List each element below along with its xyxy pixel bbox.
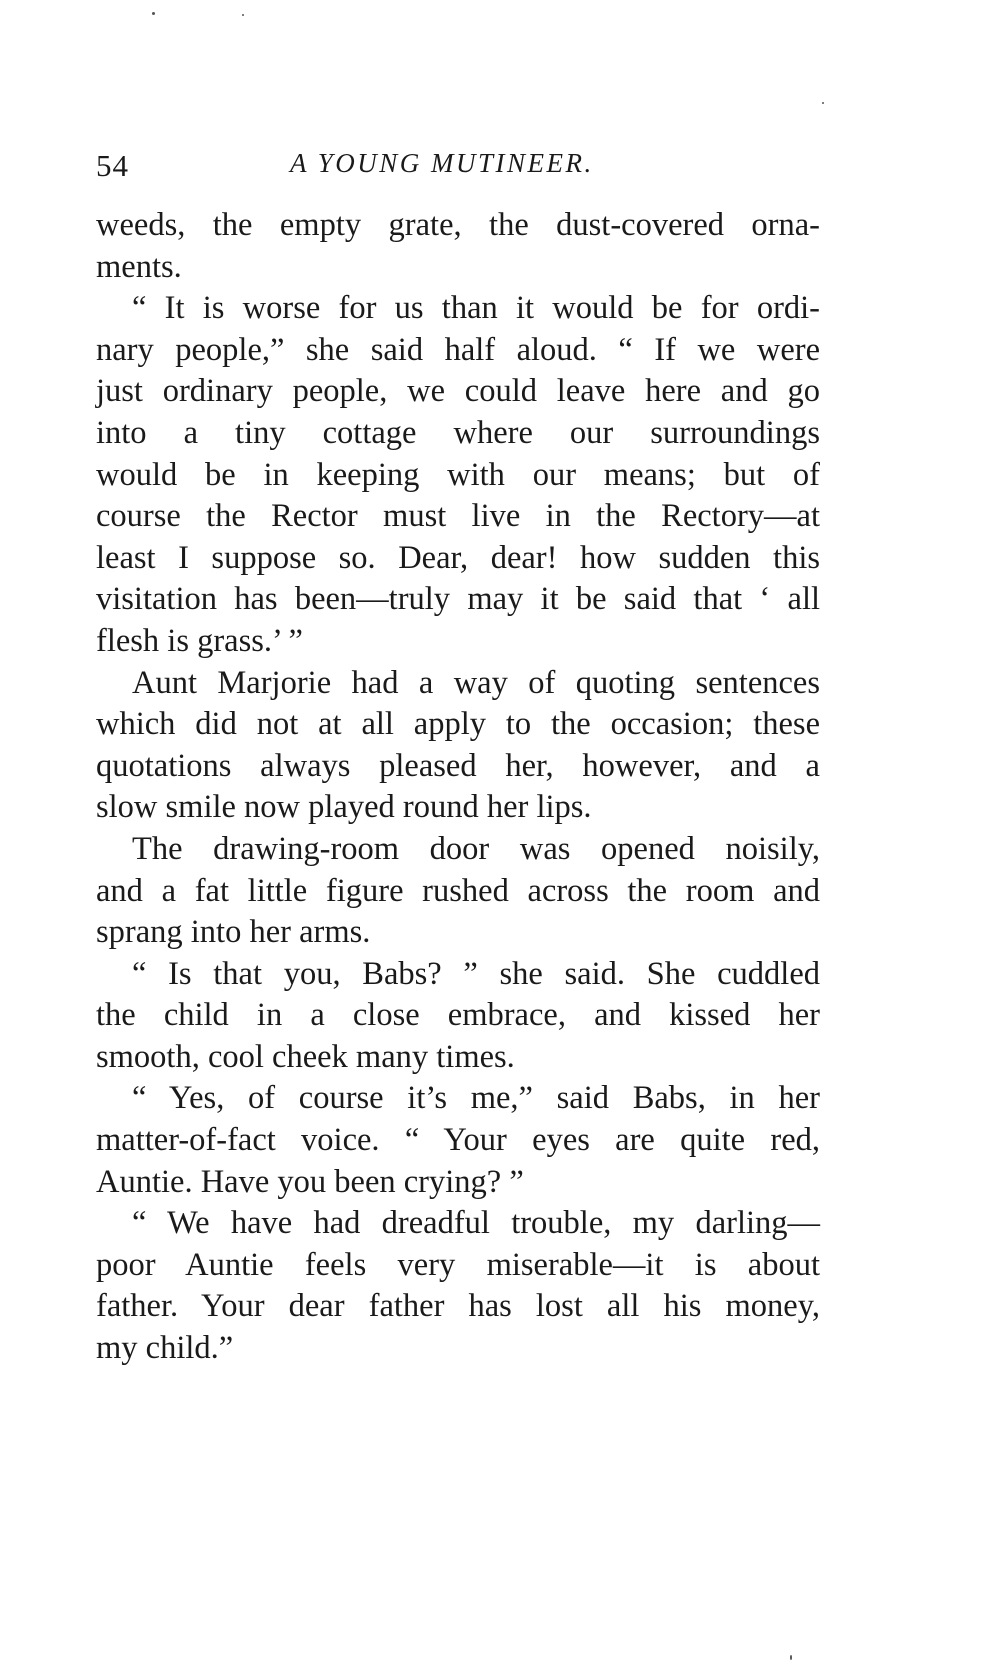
scan-speck xyxy=(822,102,824,104)
text-line: “ Yes, of course it’s me,” said Babs, in her xyxy=(132,1080,820,1117)
text-line: just ordinary people, we could leave here and go xyxy=(96,373,820,410)
text-line: visitation has been—truly may it be said that ‘ all xyxy=(96,581,820,618)
page-number: 54 xyxy=(96,148,129,183)
text-line: course the Rector must live in the Rectory—at xyxy=(96,498,820,535)
text-line: matter-of-fact voice. “ Your eyes are quite red, xyxy=(96,1122,820,1159)
text-line: “ We have had dreadful trouble, my darling— xyxy=(132,1205,820,1242)
text-line: the child in a close embrace, and kissed her xyxy=(96,997,820,1034)
text-line: Aunt Marjorie had a way of quoting sentences xyxy=(132,664,820,701)
scan-speck xyxy=(152,12,155,15)
text-line: least I suppose so. Dear, dear! how sudden this xyxy=(96,539,820,576)
text-line: and a fat little figure rushed across the room and xyxy=(96,872,820,909)
text-line: which did not at all apply to the occasion; these xyxy=(96,706,820,743)
text-line: smooth, cool cheek many times. xyxy=(96,1038,515,1075)
text-line: weeds, the empty grate, the dust-covered orna- xyxy=(96,207,820,243)
text-line: nary people,” she said half aloud. “ If we were xyxy=(96,331,820,368)
text-line: would be in keeping with our means; but of xyxy=(96,456,820,493)
running-title: A YOUNG MUTINEER. xyxy=(290,148,594,178)
text-line: my child.” xyxy=(96,1330,234,1367)
text-line: “ Is that you, Babs? ” she said. She cuddled xyxy=(132,955,820,992)
text-line: sprang into her arms. xyxy=(96,914,371,951)
scan-speck xyxy=(242,14,244,16)
scan-speck xyxy=(790,1655,792,1660)
text-line: quotations always pleased her, however, and a xyxy=(96,747,820,784)
text-line: flesh is grass.’ ” xyxy=(96,622,303,659)
text-line: The drawing-room door was opened noisily, xyxy=(132,830,820,867)
page-header xyxy=(96,148,876,198)
text-line: “ It is worse for us than it would be for ordi- xyxy=(132,290,820,327)
text-line: father. Your dear father has lost all his money, xyxy=(96,1288,820,1325)
text-line: Auntie. Have you been crying? ” xyxy=(96,1163,524,1200)
body-text xyxy=(96,205,820,1370)
text-line: into a tiny cottage where our surroundings xyxy=(96,414,820,451)
text-line: ments. xyxy=(96,248,182,285)
text-line: poor Auntie feels very miserable—it is about xyxy=(96,1246,820,1283)
text-line: slow smile now played round her lips. xyxy=(96,789,592,826)
